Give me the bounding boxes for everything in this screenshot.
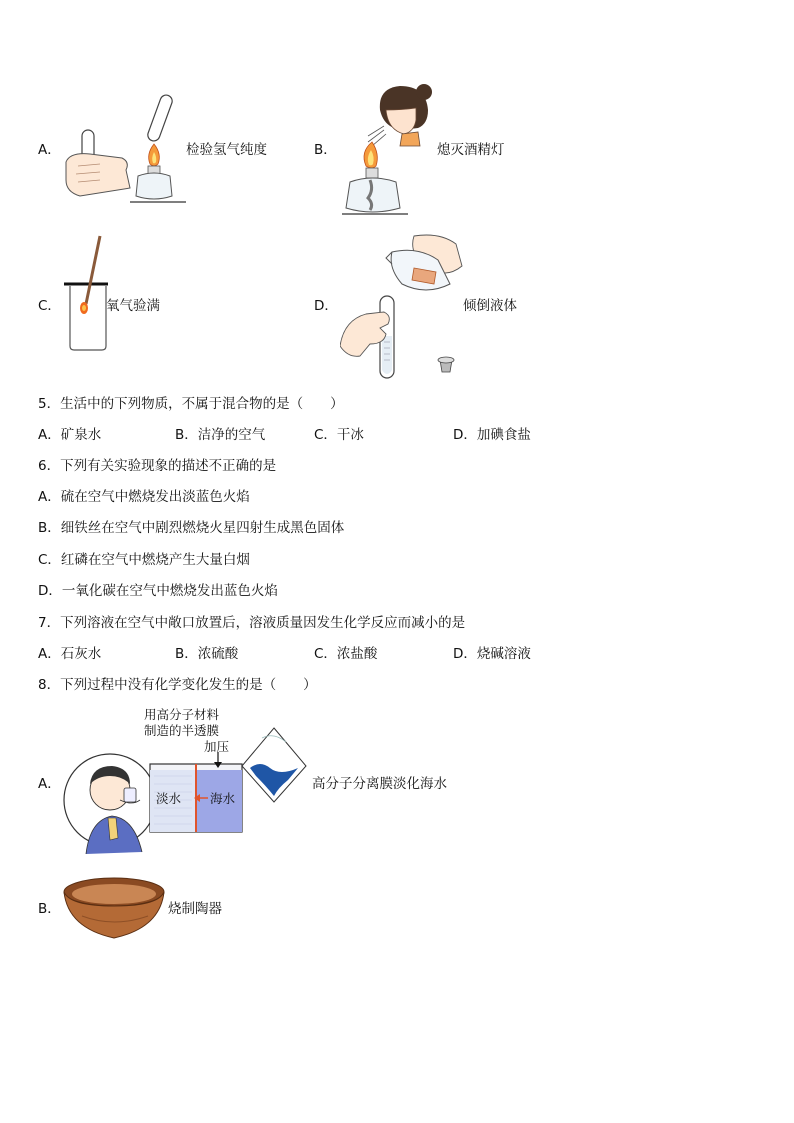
q4-option-d-caption: 倾倒液体 xyxy=(463,298,517,314)
q4-option-c-letter: C． xyxy=(38,298,61,314)
sea-water-label: 海水 xyxy=(210,791,236,806)
q5-option-a: A．矿泉水 xyxy=(38,427,102,443)
fresh-water-label: 淡水 xyxy=(156,791,182,806)
desalination-illustration xyxy=(62,702,312,862)
q7-option-a: A．石灰水 xyxy=(38,646,102,662)
q4-option-c-caption: 氧气验满 xyxy=(106,298,160,314)
membrane-label-line2: 制造的半透膜 xyxy=(144,723,220,738)
q6-option-d: D．一氧化碳在空气中燃烧发出蓝色火焰 xyxy=(38,583,278,599)
q7-option-d: D．烧碱溶液 xyxy=(453,646,531,662)
q7-stem: 7．下列溶液在空气中敞口放置后，溶液质量因发生化学反应而减小的是 xyxy=(38,615,466,631)
q7-option-c: C．浓盐酸 xyxy=(314,646,378,662)
q8-option-a-caption: 高分子分离膜淡化海水 xyxy=(312,776,447,792)
q4-option-d-letter: D． xyxy=(314,298,338,314)
q8-stem: 8．下列过程中没有化学变化发生的是（ ） xyxy=(38,677,317,693)
q5-option-d: D．加碘食盐 xyxy=(453,427,531,443)
q4-option-b-caption: 熄灭酒精灯 xyxy=(437,142,505,158)
pressure-label: 加压 xyxy=(204,739,230,754)
q8-option-b-letter: B． xyxy=(38,901,61,917)
q4-option-a-caption: 检验氢气纯度 xyxy=(186,142,267,158)
q7-option-b: B．浓硫酸 xyxy=(175,646,239,662)
q6-option-a: A．硫在空气中燃烧发出淡蓝色火焰 xyxy=(38,489,250,505)
hydrogen-purity-test-illustration xyxy=(60,92,190,207)
q6-option-c: C．红磷在空气中燃烧产生大量白烟 xyxy=(38,552,250,568)
oxygen-full-test-illustration xyxy=(62,232,112,354)
q8-option-b-caption: 烧制陶器 xyxy=(168,901,222,917)
pour-liquid-illustration xyxy=(340,232,466,380)
q4-option-a-letter: A． xyxy=(38,142,61,158)
q5-stem: 5．生活中的下列物质，不属于混合物的是（ ） xyxy=(38,396,344,412)
extinguish-lamp-illustration xyxy=(338,80,438,218)
q6-stem: 6．下列有关实验现象的描述不正确的是 xyxy=(38,458,277,474)
membrane-label-line1: 用高分子材料 xyxy=(144,707,220,722)
q5-option-b: B．洁净的空气 xyxy=(175,427,266,443)
q8-option-a-letter: A． xyxy=(38,776,61,792)
clay-bowl-illustration xyxy=(62,876,166,942)
q4-option-b-letter: B． xyxy=(314,142,337,158)
q6-option-b: B．细铁丝在空气中剧烈燃烧火星四射生成黑色固体 xyxy=(38,520,345,536)
q5-option-c: C．干冰 xyxy=(314,427,364,443)
